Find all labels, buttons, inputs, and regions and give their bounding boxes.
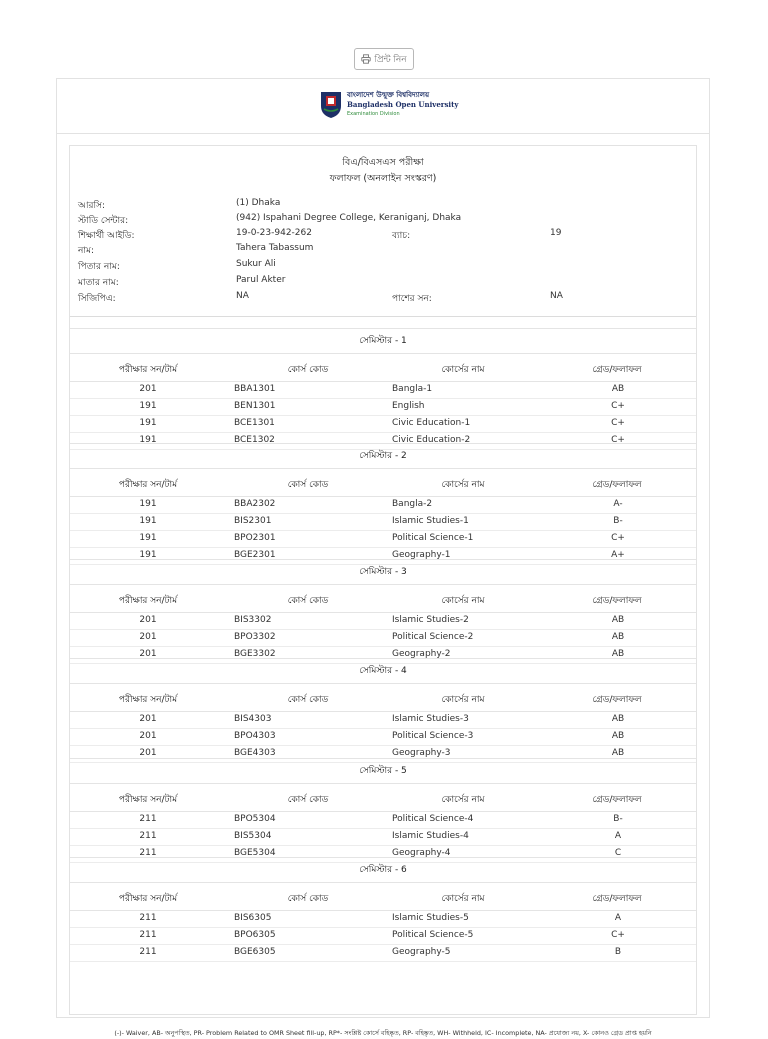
header-course-code: কোর্স কোড (287, 480, 329, 490)
father-name-label: পিতার নাম: (78, 262, 120, 272)
division-name: Examination Division (347, 111, 400, 117)
semester-title: সেমিস্টার - 6 (70, 857, 696, 883)
cell-code: BGE3302 (234, 649, 276, 659)
cell-name: Political Science-4 (392, 814, 474, 824)
cell-year: 191 (139, 401, 157, 411)
cell-code: BEN1301 (234, 401, 276, 411)
cell-grade: AB (611, 384, 625, 394)
table-row (70, 729, 696, 746)
cell-name: Civic Education-1 (392, 418, 471, 428)
study-center-value: (942) Ispahani Degree College, Keraniganj, Dhaka (236, 213, 462, 223)
print-button[interactable] (354, 48, 413, 70)
table-header (70, 784, 696, 812)
cell-name: Islamic Studies-4 (392, 831, 469, 841)
cell-year: 211 (139, 930, 157, 940)
cell-grade: B- (613, 516, 623, 526)
cell-code: BIS4303 (234, 714, 272, 724)
table-row (70, 911, 696, 928)
cell-name: Geography-4 (392, 848, 451, 858)
header-course-name: কোর্সের নাম (441, 365, 485, 375)
cell-year: 211 (139, 913, 157, 923)
header-grade: গ্রেড/ফলাফল (592, 894, 642, 904)
rc-label: আরসি: (78, 201, 106, 211)
table-header (70, 684, 696, 712)
header-course-code: কোর্স কোড (287, 596, 329, 606)
cell-name: Political Science-3 (392, 731, 474, 741)
header-course-code: কোর্স কোড (287, 894, 329, 904)
header-exam-year: পরীক্ষার সন/টার্ম (118, 365, 178, 375)
info-divider (70, 316, 696, 317)
cell-name: Political Science-1 (392, 533, 474, 543)
cell-grade: C (614, 848, 622, 858)
pass-year-value: NA (550, 291, 563, 301)
cell-code: BGE5304 (234, 848, 276, 858)
semester-title: সেমিস্টার - 1 (70, 328, 696, 354)
table-row (70, 382, 696, 399)
header-exam-year: পরীক্ষার সন/টার্ম (118, 695, 178, 705)
cell-code: BPO5304 (234, 814, 276, 824)
semester-1-section (70, 328, 696, 450)
header-grade: গ্রেড/ফলাফল (592, 480, 642, 490)
cell-name: Islamic Studies-1 (392, 516, 469, 526)
cell-grade: C+ (611, 930, 625, 940)
header-grade: গ্রেড/ফলাফল (592, 365, 642, 375)
cell-grade: A+ (611, 550, 625, 560)
cgpa-value: NA (236, 291, 249, 301)
cell-code: BCE1302 (234, 435, 275, 445)
cell-year: 201 (139, 731, 157, 741)
university-name-en: Bangladesh Open University (347, 100, 459, 109)
header-grade: গ্রেড/ফলাফল (592, 695, 642, 705)
cell-name: Islamic Studies-5 (392, 913, 469, 923)
cell-year: 201 (139, 649, 157, 659)
cell-grade: C+ (611, 401, 625, 411)
semester-2-section (70, 443, 696, 565)
cell-name: Bangla-2 (392, 499, 433, 509)
cell-name: Geography-2 (392, 649, 451, 659)
header-course-name: কোর্সের নাম (441, 695, 485, 705)
father-name-value: Sukur Ali (236, 259, 276, 269)
header-exam-year: পরীক্ষার সন/টার্ম (118, 596, 178, 606)
header-exam-year: পরীক্ষার সন/টার্ম (118, 894, 178, 904)
cell-name: Bangla-1 (392, 384, 433, 394)
header-course-name: কোর্সের নাম (441, 480, 485, 490)
cell-year: 191 (139, 550, 157, 560)
cell-year: 211 (139, 814, 157, 824)
cell-grade: AB (611, 649, 625, 659)
batch-label: ব্যাচ: (392, 231, 411, 241)
study-center-label: স্টাডি সেন্টার: (78, 216, 129, 226)
logo-text (347, 90, 458, 119)
cell-grade: A (614, 913, 622, 923)
grade-legend: (-)- Waiver, AB- অনুপস্থিত, PR- Problem Related to OMR Sheet fill-up, RP*- সংশ্লিষ্ট কোর্সে বহিষ্কৃত, RP- বহিষ্কৃত, WH- Withheld, IC- Incomplete, NA- প্রযোজ্য নয়, X- কোনও গ্রেড প্রাপ্ত হয়নি (114, 1029, 652, 1037)
cell-year: 191 (139, 418, 157, 428)
cell-grade: C+ (611, 435, 625, 445)
rc-value: (1) Dhaka (236, 198, 281, 208)
table-row (70, 514, 696, 531)
pass-year-label: পাশের সন: (392, 294, 432, 304)
table-header (70, 469, 696, 497)
university-logo (319, 89, 459, 123)
header-course-code: কোর্স কোড (287, 695, 329, 705)
cell-name: Political Science-5 (392, 930, 474, 940)
cell-year: 211 (139, 947, 157, 957)
table-row (70, 416, 696, 433)
cell-year: 201 (139, 748, 157, 758)
semester-title: সেমিস্টার - 3 (70, 559, 696, 585)
table-header (70, 585, 696, 613)
header-course-code: কোর্স কোড (287, 795, 329, 805)
table-row (70, 613, 696, 630)
cell-year: 191 (139, 533, 157, 543)
mother-name-label: মাতার নাম: (78, 278, 119, 288)
cell-year: 191 (139, 435, 157, 445)
cell-grade: AB (611, 615, 625, 625)
semester-6-section (70, 857, 696, 962)
cell-code: BIS6305 (234, 913, 272, 923)
cell-grade: AB (611, 731, 625, 741)
print-button-wrapper (0, 48, 768, 70)
header-exam-year: পরীক্ষার সন/টার্ম (118, 795, 178, 805)
result-panel (69, 145, 697, 1037)
cell-name: Islamic Studies-2 (392, 615, 469, 625)
cell-code: BIS3302 (234, 615, 272, 625)
cell-code: BPO3302 (234, 632, 276, 642)
cell-name: Civic Education-2 (392, 435, 471, 445)
cell-year: 211 (139, 831, 157, 841)
result-container (56, 78, 710, 1037)
cell-name: Geography-3 (392, 748, 451, 758)
cell-year: 201 (139, 615, 157, 625)
table-row (70, 630, 696, 647)
name-value: Tahera Tabassum (236, 243, 314, 253)
cell-name: Islamic Studies-3 (392, 714, 469, 724)
cgpa-label: সিজিপিএ: (78, 294, 116, 304)
table-row (70, 531, 696, 548)
table-row (70, 812, 696, 829)
semester-4-section (70, 658, 696, 763)
cell-grade: AB (611, 748, 625, 758)
header-course-code: কোর্স কোড (287, 365, 329, 375)
header-exam-year: পরীক্ষার সন/টার্ম (118, 480, 178, 490)
cell-grade: A- (613, 499, 623, 509)
cell-code: BGE4303 (234, 748, 276, 758)
header-course-name: কোর্সের নাম (441, 795, 485, 805)
student-id-value: 19-0-23-942-262 (236, 228, 312, 238)
cell-grade: AB (611, 632, 625, 642)
cell-code: BIS2301 (234, 516, 272, 526)
cell-code: BGE2301 (234, 550, 276, 560)
student-id-label: শিক্ষার্থী আইডি: (78, 231, 135, 241)
cell-code: BIS5304 (234, 831, 272, 841)
cell-year: 191 (139, 516, 157, 526)
header-course-name: কোর্সের নাম (441, 894, 485, 904)
cell-code: BPO4303 (234, 731, 276, 741)
cell-code: BBA1301 (234, 384, 276, 394)
name-label: নাম: (78, 246, 95, 256)
cell-code: BPO2301 (234, 533, 276, 543)
mother-name-value: Parul Akter (236, 275, 286, 285)
cell-name: English (392, 401, 425, 411)
header-course-name: কোর্সের নাম (441, 596, 485, 606)
cell-code: BCE1301 (234, 418, 275, 428)
print-button-label: প্রিন্ট নিন (374, 53, 407, 64)
semester-3-section (70, 559, 696, 664)
cell-grade: B- (613, 814, 623, 824)
cell-code: BGE6305 (234, 947, 276, 957)
university-name-bn: বাংলাদেশ উন্মুক্ত বিশ্ববিদ্যালয় (347, 91, 430, 99)
cell-code: BPO6305 (234, 930, 276, 940)
cell-year: 211 (139, 848, 157, 858)
cell-grade: C+ (611, 418, 625, 428)
cell-grade: B (614, 947, 622, 957)
result-subtitle: ফলাফল (অনলাইন সংস্করণ) (329, 173, 437, 184)
cell-year: 191 (139, 499, 157, 509)
semester-title: সেমিস্টার - 4 (70, 658, 696, 684)
cell-year: 201 (139, 384, 157, 394)
cell-name: Geography-1 (392, 550, 451, 560)
table-row (70, 829, 696, 846)
semester-title: সেমিস্টার - 2 (70, 443, 696, 469)
cell-name: Political Science-2 (392, 632, 474, 642)
cell-grade: C+ (611, 533, 625, 543)
table-row (70, 712, 696, 729)
exam-title: বিএ/বিএসএস পরীক্ষা (342, 157, 424, 168)
cell-code: BBA2302 (234, 499, 276, 509)
cell-year: 201 (139, 714, 157, 724)
table-header (70, 354, 696, 382)
printer-icon (361, 54, 371, 64)
batch-value: 19 (550, 228, 562, 238)
table-row (70, 497, 696, 514)
table-row (70, 928, 696, 945)
table-row (70, 399, 696, 416)
university-header (57, 79, 709, 134)
cell-year: 201 (139, 632, 157, 642)
table-header (70, 883, 696, 911)
cell-grade: AB (611, 714, 625, 724)
semester-title: সেমিস্টার - 5 (70, 758, 696, 784)
table-row (70, 945, 696, 962)
cell-grade: A (614, 831, 622, 841)
header-grade: গ্রেড/ফলাফল (592, 596, 642, 606)
semester-5-section (70, 758, 696, 863)
cell-name: Geography-5 (392, 947, 451, 957)
university-emblem-icon (319, 89, 343, 119)
header-grade: গ্রেড/ফলাফল (592, 795, 642, 805)
